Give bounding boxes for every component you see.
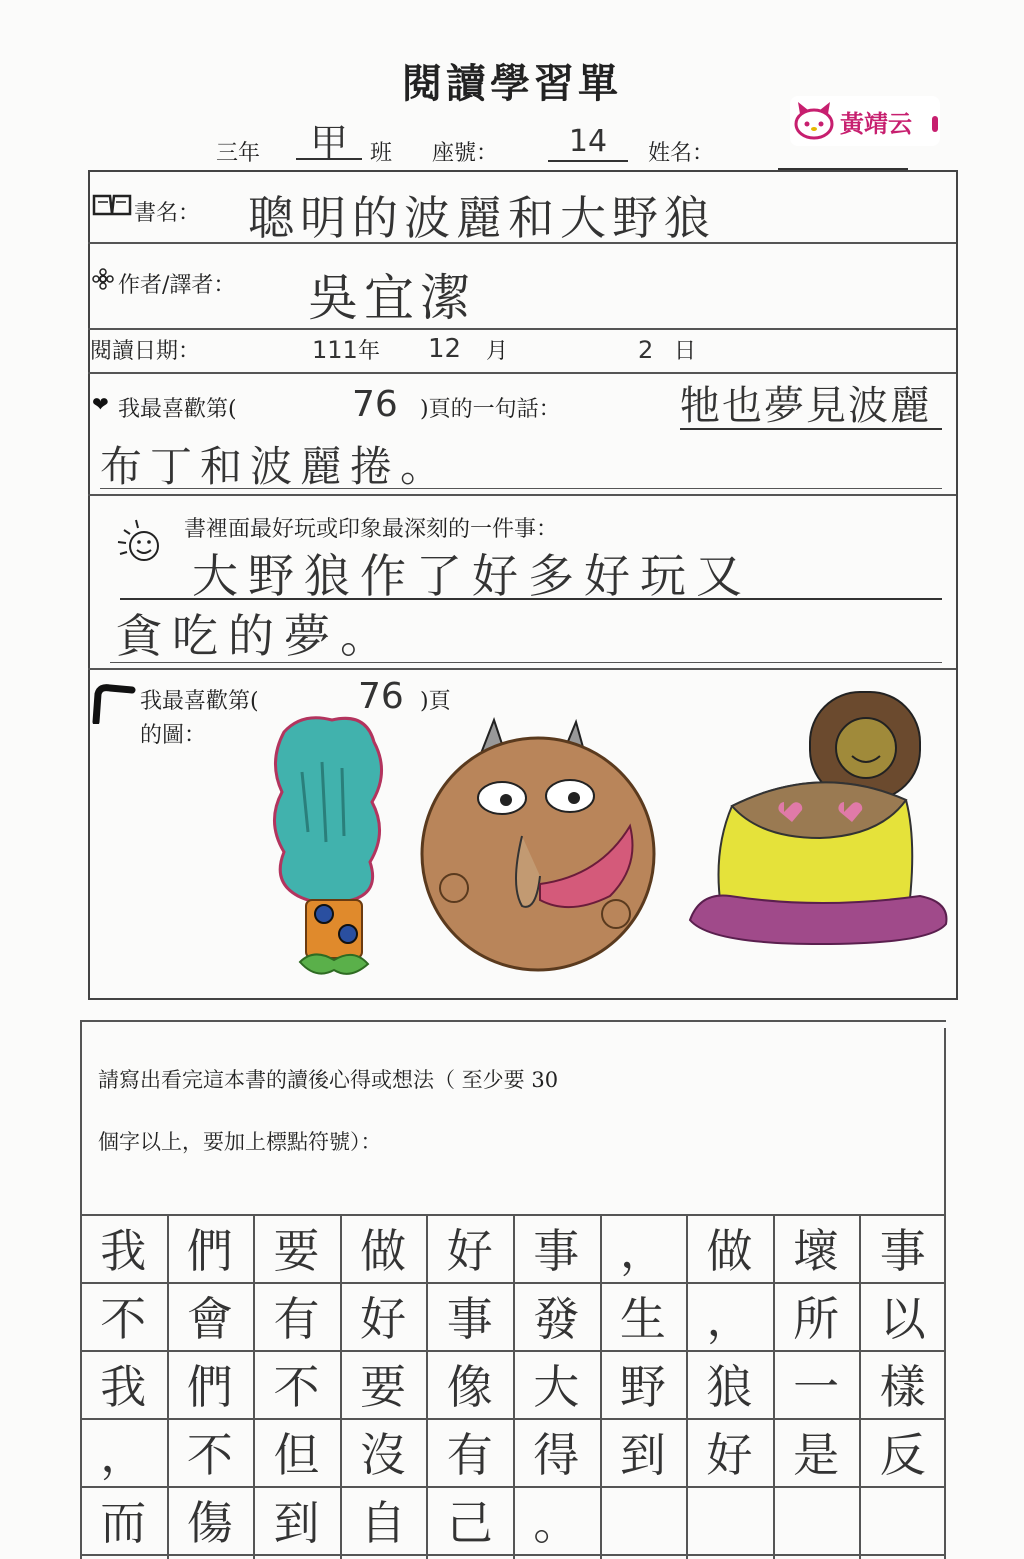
grid-cell: 們 (186, 1224, 233, 1278)
reflection-prompt-line1: 請寫出看完這本書的讀後心得或想法（ 至少要 30 (98, 1068, 559, 1092)
grid-cell: 好 (706, 1428, 753, 1482)
name-sticker (790, 96, 940, 146)
name-sticker-text: 黃靖云 (840, 110, 912, 138)
heart-icon: ❤ (92, 392, 109, 416)
grid-cell: 會 (186, 1292, 233, 1346)
book-title-value: 聰明的波麗和大野狼 (248, 191, 716, 245)
fav-sentence-label-prefix: 我最喜歡第( (118, 397, 237, 422)
grid-cell: 野 (619, 1360, 666, 1414)
pudding-drawing (680, 688, 950, 948)
reflection-prompt-line2: 個字以上，要加上標點符號）： (98, 1130, 382, 1154)
fav-sentence-line1: 牠也夢見波麗 (680, 374, 942, 430)
grid-cell: 不 (100, 1292, 147, 1346)
date-day-unit: 日 (674, 339, 697, 364)
grid-cell: 自 (360, 1496, 407, 1550)
grid-cell: 事 (446, 1292, 493, 1346)
fav-sentence-page: 76 (352, 384, 398, 425)
grid-cell: 所 (793, 1292, 840, 1346)
grid-cell (859, 1486, 946, 1554)
grid-cell: ， (619, 1224, 666, 1278)
grid-cell: 我 (100, 1224, 147, 1278)
class-value: 甲 (296, 112, 362, 160)
plant-drawing (262, 712, 394, 982)
grid-cell: 做 (706, 1224, 753, 1278)
fav-sentence-line2: 布丁和波麗捲。 (100, 442, 451, 491)
seat-value: 14 (548, 124, 628, 162)
book-icon (92, 192, 132, 218)
grid-cell: 到 (273, 1496, 320, 1550)
seat-label: 座號： (432, 141, 499, 166)
grid-cell: 像 (446, 1360, 493, 1414)
date-year: 111 (312, 336, 358, 364)
class-label: 班 (370, 141, 393, 166)
fav-picture-label-prefix: 我最喜歡第( (140, 689, 259, 714)
grid-cell: 壞 (793, 1224, 840, 1278)
grid-cell (686, 1486, 773, 1554)
grid-cell: 們 (186, 1360, 233, 1414)
flower-icon (92, 268, 114, 290)
grid-cell: 不 (186, 1428, 233, 1482)
name-label: 姓名： (648, 141, 715, 166)
memorable-label: 書裡面最好玩或印象最深刻的一件事： (184, 517, 559, 542)
grid-cell (600, 1486, 687, 1554)
grade-label: 三年 (216, 141, 261, 166)
fav-sentence-label-suffix: )頁的一句話： (420, 397, 561, 422)
grid-cell: 樣 (879, 1360, 926, 1414)
grid-cell: 己 (446, 1496, 493, 1550)
grid-cell: 不 (273, 1360, 320, 1414)
sticker-mark (932, 116, 938, 132)
grid-cell: 事 (879, 1224, 926, 1278)
grid-cell: ， (100, 1428, 147, 1482)
grid-cell: 有 (446, 1428, 493, 1482)
grid-cell: 發 (533, 1292, 580, 1346)
page-title: 閱讀學習單 (402, 60, 622, 107)
grid-cell: 而 (100, 1496, 147, 1550)
grid-cell: 到 (619, 1428, 666, 1482)
date-label: 閱讀日期： (90, 339, 201, 364)
memorable-line2: 貪吃的夢。 (116, 609, 396, 663)
grid-cell: 以 (879, 1292, 926, 1346)
grid-cell: 狼 (706, 1360, 753, 1414)
grid-cell: 大 (533, 1360, 580, 1414)
grid-cell: ， (706, 1292, 753, 1346)
date-year-unit: 年 (358, 339, 381, 364)
grid-cell: 得 (533, 1428, 580, 1482)
grid-cell: 好 (446, 1224, 493, 1278)
grid-cell: 做 (360, 1224, 407, 1278)
pencil-icon (92, 684, 138, 724)
grid-cell: 傷 (186, 1496, 233, 1550)
grid-cell: 有 (273, 1292, 320, 1346)
fav-picture-page: 76 (358, 676, 404, 717)
grid-cell: 一 (793, 1360, 840, 1414)
grid-cell: 好 (360, 1292, 407, 1346)
grid-cell: 反 (879, 1428, 926, 1482)
grid-cell: 要 (360, 1360, 407, 1414)
grid-cell: 但 (273, 1428, 320, 1482)
grid-cell: 要 (273, 1224, 320, 1278)
book-title-label: 書名： (134, 201, 201, 226)
date-month: 12 (428, 334, 462, 364)
date-month-unit: 月 (486, 339, 509, 364)
memorable-line1: 大野狼作了好多好玩又 (120, 540, 942, 600)
author-value: 吳宜潔 (308, 269, 476, 327)
grid-cell: 我 (100, 1360, 147, 1414)
grid-cell: 。 (533, 1496, 580, 1550)
grid-cell: 生 (619, 1292, 666, 1346)
author-label: 作者/譯者： (118, 273, 236, 298)
grid-cell: 是 (793, 1428, 840, 1482)
date-day: 2 (638, 336, 654, 364)
fav-picture-label-suffix: )頁 (420, 689, 451, 714)
grid-cell: 沒 (360, 1428, 407, 1482)
fav-picture-label-line2: 的圖： (140, 723, 207, 748)
hello-kitty-icon (792, 100, 836, 140)
writing-grid (80, 1214, 946, 1559)
wolf-drawing (410, 716, 670, 976)
grid-cell (773, 1486, 860, 1554)
grid-cell: 事 (533, 1224, 580, 1278)
